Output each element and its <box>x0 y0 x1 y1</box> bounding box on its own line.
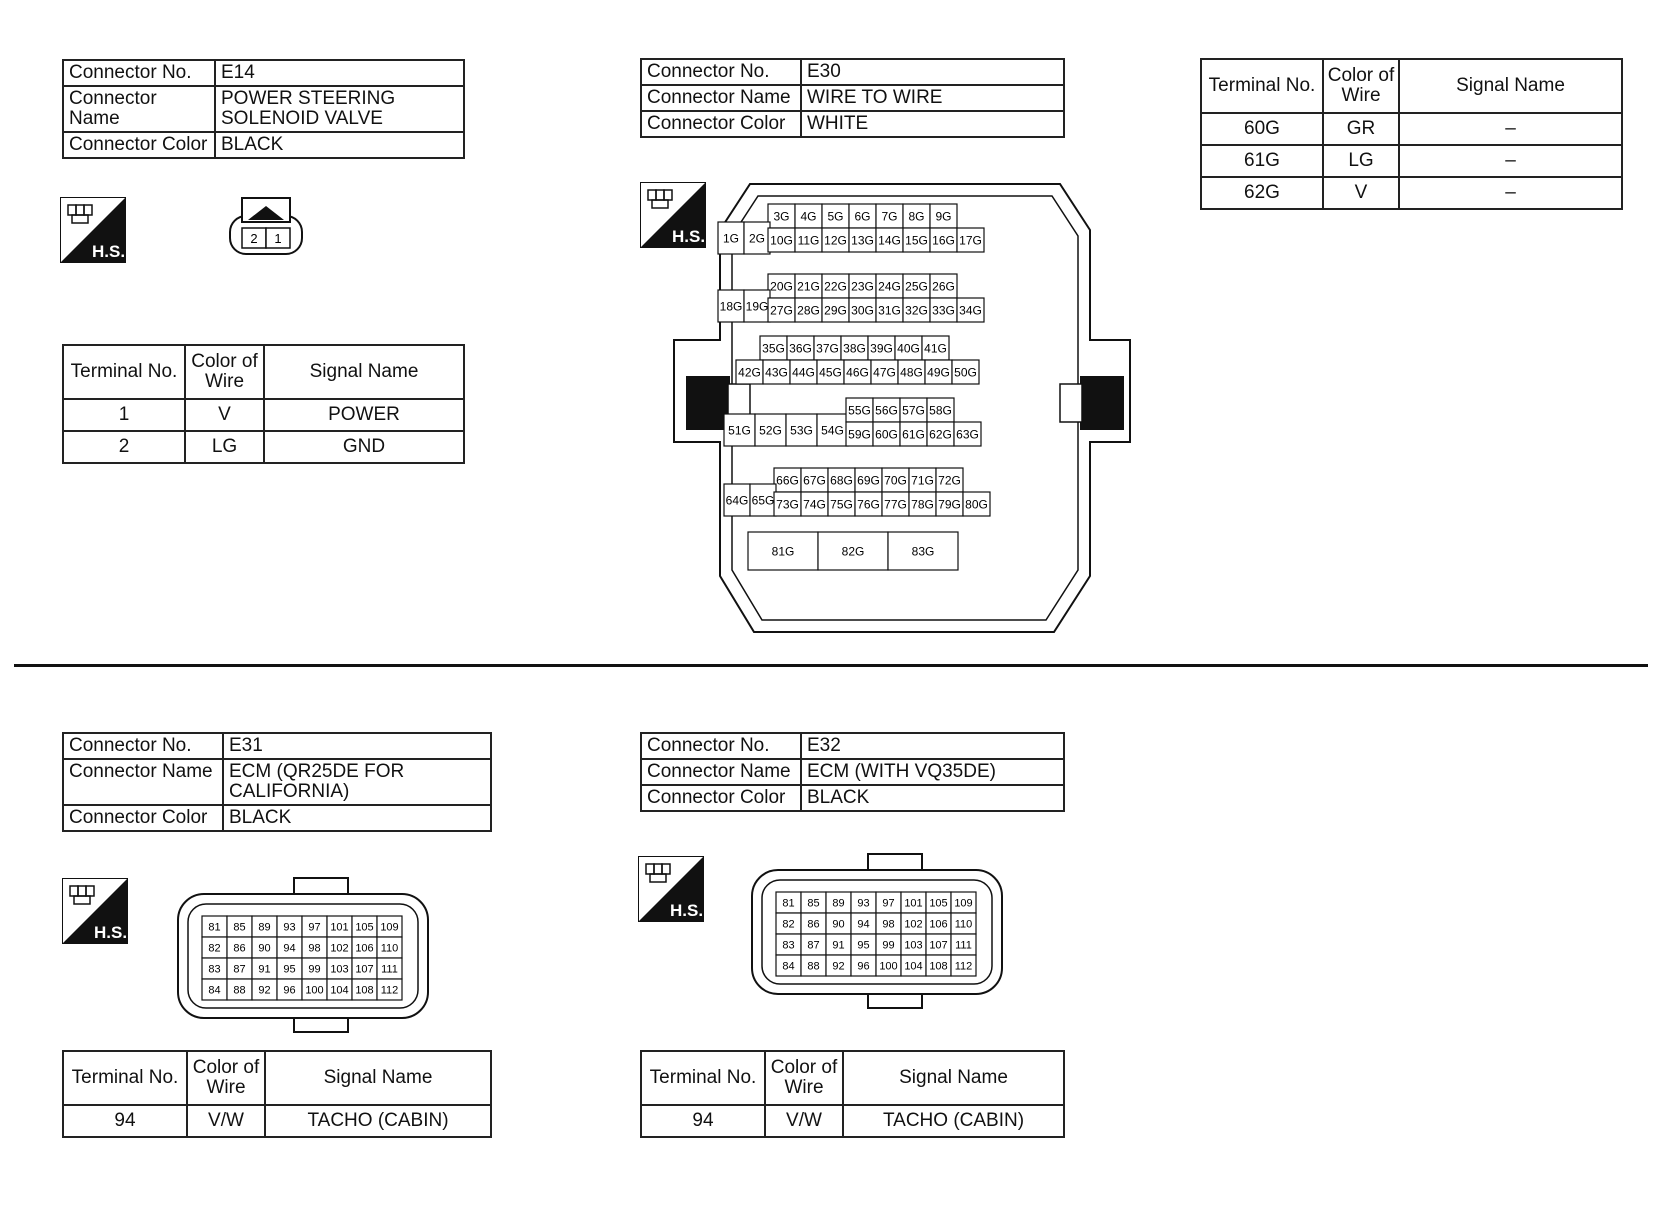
connector-color-value: BLACK <box>215 132 464 158</box>
pin-label: 97 <box>308 921 321 934</box>
pin-label: 99 <box>308 963 321 976</box>
table-row <box>1201 113 1622 145</box>
table-row <box>63 399 464 431</box>
table-row <box>1201 145 1622 177</box>
pin-label: 52G <box>759 423 782 438</box>
pin-label: 58G <box>929 403 952 418</box>
wire-color-cell: V <box>1323 177 1399 209</box>
pin-label: 109 <box>954 897 973 910</box>
hs-harness-side-icon <box>638 856 704 922</box>
pin-label: 105 <box>929 897 948 910</box>
e14-pin-1: 1 <box>274 231 282 246</box>
pin-label: 72G <box>938 473 961 488</box>
pin-label: 37G <box>816 341 839 356</box>
color-of-wire-line1: Color of <box>192 1057 260 1078</box>
pin-label: 21G <box>797 279 820 294</box>
pin-label: 53G <box>790 423 813 438</box>
terminal-no-cell: 94 <box>63 1105 187 1137</box>
pin-label: 81G <box>771 544 795 559</box>
pin-label: 94 <box>857 918 870 931</box>
pin-label: 104 <box>904 960 923 973</box>
connector-color-value: BLACK <box>223 805 491 831</box>
pin-label: 111 <box>381 963 398 976</box>
connector-name-line2: CALIFORNIA) <box>229 781 350 802</box>
pin-label: 111 <box>955 939 972 952</box>
pin-label: 97 <box>882 897 895 910</box>
pin-label: 24G <box>878 279 901 294</box>
pin-label: 87 <box>807 939 820 952</box>
pin-label: 80G <box>965 497 988 512</box>
connector-color-value: BLACK <box>801 785 1064 811</box>
pin-label: 106 <box>929 918 948 931</box>
e31-terminal-table <box>62 1050 492 1138</box>
e32-connector-face <box>750 852 1006 1012</box>
color-of-wire-line2: Wire <box>1341 85 1381 106</box>
signal-name-cell: – <box>1399 177 1622 209</box>
pin-label: 68G <box>830 473 853 488</box>
table-row <box>63 431 464 463</box>
e14-terminal-table <box>62 344 465 464</box>
table-row <box>1201 177 1622 209</box>
color-of-wire-line2: Wire <box>204 371 245 392</box>
pin-label: 95 <box>857 939 870 952</box>
pin-label: 1G <box>722 231 740 246</box>
wire-color-cell: LG <box>185 431 264 463</box>
pin-label: 83G <box>911 544 935 559</box>
pin-label: 46G <box>846 365 869 380</box>
pin-label: 34G <box>959 303 982 318</box>
hs-label: H.S. <box>92 242 126 261</box>
connector-color-label: Connector Color <box>641 785 801 811</box>
hs-harness-side-icon <box>60 197 126 263</box>
pin-label: 65G <box>751 493 775 508</box>
pin-label: 78G <box>911 497 934 512</box>
pin-label: 75G <box>830 497 853 512</box>
pin-label: 82 <box>208 942 221 955</box>
pin-label: 38G <box>843 341 866 356</box>
pin-label: 100 <box>879 960 898 973</box>
pin-label: 87 <box>233 963 246 976</box>
pin-label: 106 <box>355 942 374 955</box>
terminal-no-header: Terminal No. <box>63 1051 187 1105</box>
pin-label: 96 <box>857 960 870 973</box>
terminal-no-cell: 1 <box>63 399 185 431</box>
pin-label: 92 <box>258 984 271 997</box>
pin-label: 112 <box>380 984 399 997</box>
pin-label: 27G <box>770 303 793 318</box>
pin-label: 14G <box>878 233 901 248</box>
pin-label: 32G <box>905 303 928 318</box>
pin-label: 43G <box>765 365 788 380</box>
wire-color-cell: V/W <box>765 1105 843 1137</box>
terminal-no-header: Terminal No. <box>641 1051 765 1105</box>
pin-label: 99 <box>882 939 895 952</box>
signal-name-header: Signal Name <box>843 1051 1064 1105</box>
pin-label: 73G <box>776 497 799 512</box>
connector-name-value <box>215 86 464 132</box>
pin-label: 109 <box>380 921 399 934</box>
connector-no-label: Connector No. <box>63 733 223 759</box>
pin-label: 108 <box>355 984 374 997</box>
pin-label: 96 <box>283 984 296 997</box>
pin-label: 57G <box>902 403 925 418</box>
connector-name-label: Connector Name <box>641 759 801 785</box>
pin-label: 8G <box>908 209 925 224</box>
pin-label: 98 <box>308 942 321 955</box>
connector-name-label: Connector Name <box>63 759 223 805</box>
pin-label: 98 <box>882 918 895 931</box>
pin-label: 56G <box>875 403 898 418</box>
pin-label: 28G <box>797 303 820 318</box>
pin-label: 40G <box>897 341 920 356</box>
color-of-wire-header <box>187 1051 265 1105</box>
pin-label: 85 <box>233 921 246 934</box>
pin-label: 110 <box>954 918 973 931</box>
connector-name-value: WIRE TO WIRE <box>801 85 1064 111</box>
pin-label: 51G <box>728 423 751 438</box>
pin-label: 79G <box>938 497 961 512</box>
e32-pin-grid <box>776 892 976 976</box>
color-of-wire-line1: Color of <box>1327 65 1395 86</box>
signal-name-header: Signal Name <box>264 345 464 399</box>
pin-label: 93 <box>857 897 870 910</box>
pin-label: 62G <box>929 427 952 442</box>
signal-name-cell: TACHO (CABIN) <box>265 1105 491 1137</box>
pin-label: 3G <box>773 209 790 224</box>
pin-label: 107 <box>355 963 374 976</box>
pin-label: 88 <box>233 984 246 997</box>
connector-color-label: Connector Color <box>641 111 801 137</box>
pin-label: 6G <box>854 209 871 224</box>
e14-pin-2: 2 <box>250 231 258 246</box>
e30-connector-face <box>670 180 1140 640</box>
connector-color-value: WHITE <box>801 111 1064 137</box>
pin-label: 81 <box>782 897 795 910</box>
pin-label: 18G <box>719 299 743 314</box>
pin-label: 41G <box>924 341 947 356</box>
pin-label: 36G <box>789 341 812 356</box>
hs-label: H.S. <box>672 227 706 246</box>
pin-label: 55G <box>848 403 871 418</box>
pin-label: 83 <box>208 963 221 976</box>
terminal-no-cell: 62G <box>1201 177 1323 209</box>
pin-label: 67G <box>803 473 826 488</box>
pin-label: 103 <box>330 963 349 976</box>
color-of-wire-line1: Color of <box>770 1057 838 1078</box>
color-of-wire-line2: Wire <box>206 1077 246 1098</box>
color-of-wire-line1: Color of <box>191 351 258 372</box>
e31-info-table <box>62 732 492 832</box>
pin-label: 82 <box>782 918 795 931</box>
pin-label: 39G <box>870 341 893 356</box>
pin-label: 17G <box>959 233 982 248</box>
pin-label: 64G <box>725 493 749 508</box>
pin-label: 7G <box>881 209 898 224</box>
connector-no-value: E32 <box>801 733 1064 759</box>
pin-label: 66G <box>776 473 799 488</box>
e14-info-table <box>62 59 465 159</box>
pin-label: 102 <box>904 918 923 931</box>
pin-label: 16G <box>932 233 955 248</box>
pin-label: 77G <box>884 497 907 512</box>
connector-no-value: E30 <box>801 59 1064 85</box>
wire-color-cell: LG <box>1323 145 1399 177</box>
pin-label: 91 <box>832 939 845 952</box>
signal-name-cell: – <box>1399 113 1622 145</box>
terminal-no-header: Terminal No. <box>63 345 185 399</box>
pin-label: 90 <box>258 942 271 955</box>
hs-label: H.S. <box>670 901 704 920</box>
color-of-wire-header <box>765 1051 843 1105</box>
table-row <box>641 1105 1064 1137</box>
signal-name-cell: TACHO (CABIN) <box>843 1105 1064 1137</box>
pin-label: 59G <box>848 427 871 442</box>
connector-name-label: Connector Name <box>641 85 801 111</box>
pin-label: 94 <box>283 942 296 955</box>
color-of-wire-line2: Wire <box>784 1077 824 1098</box>
table-row <box>63 1105 491 1137</box>
pin-label: 20G <box>770 279 793 294</box>
pin-label: 63G <box>956 427 979 442</box>
pin-label: 70G <box>884 473 907 488</box>
terminal-no-header: Terminal No. <box>1201 59 1323 113</box>
pin-label: 9G <box>935 209 952 224</box>
signal-name-cell: GND <box>264 431 464 463</box>
pin-label: 102 <box>330 942 349 955</box>
pin-label: 33G <box>932 303 955 318</box>
pin-label: 83 <box>782 939 795 952</box>
pin-label: 19G <box>745 299 769 314</box>
pin-label: 13G <box>851 233 874 248</box>
pin-label: 45G <box>819 365 842 380</box>
pin-label: 22G <box>824 279 847 294</box>
pin-label: 86 <box>233 942 246 955</box>
connector-name-label: Connector Name <box>63 86 215 132</box>
pin-label: 47G <box>873 365 896 380</box>
pin-label: 44G <box>792 365 815 380</box>
e14-connector-face <box>228 196 304 260</box>
pin-label: 105 <box>355 921 374 934</box>
pin-label: 61G <box>902 427 925 442</box>
pin-label: 86 <box>807 918 820 931</box>
e31-pin-grid <box>202 916 402 1000</box>
pin-label: 107 <box>929 939 948 952</box>
connector-name-line1: ECM (QR25DE FOR <box>229 761 405 782</box>
color-of-wire-header <box>185 345 264 399</box>
pin-label: 69G <box>857 473 880 488</box>
pin-label: 76G <box>857 497 880 512</box>
pin-label: 60G <box>875 427 898 442</box>
pin-label: 85 <box>807 897 820 910</box>
pin-label: 29G <box>824 303 847 318</box>
pin-label: 49G <box>927 365 950 380</box>
pin-label: 81 <box>208 921 221 934</box>
connector-name-value <box>223 759 491 805</box>
pin-label: 84 <box>782 960 795 973</box>
pin-label: 93 <box>283 921 296 934</box>
connector-name-value: ECM (WITH VQ35DE) <box>801 759 1064 785</box>
pin-label: 12G <box>824 233 847 248</box>
pin-label: 101 <box>330 921 349 934</box>
pin-label: 110 <box>380 942 399 955</box>
pin-label: 74G <box>803 497 826 512</box>
signal-name-cell: POWER <box>264 399 464 431</box>
pin-label: 5G <box>827 209 844 224</box>
pin-label: 100 <box>305 984 324 997</box>
connector-name-line2: SOLENOID VALVE <box>221 108 383 129</box>
connector-color-label: Connector Color <box>63 805 223 831</box>
wire-color-cell: GR <box>1323 113 1399 145</box>
connector-no-label: Connector No. <box>63 60 215 86</box>
pin-label: 54G <box>821 423 844 438</box>
hs-harness-side-icon <box>62 878 128 944</box>
pin-label: 4G <box>800 209 817 224</box>
terminal-no-cell: 61G <box>1201 145 1323 177</box>
signal-name-cell: – <box>1399 145 1622 177</box>
pin-label: 90 <box>832 918 845 931</box>
pin-label: 35G <box>762 341 785 356</box>
wire-color-cell: V <box>185 399 264 431</box>
pin-label: 84 <box>208 984 221 997</box>
pin-label: 91 <box>258 963 271 976</box>
pin-label: 42G <box>738 365 761 380</box>
connector-no-value: E31 <box>223 733 491 759</box>
wire-color-cell: V/W <box>187 1105 265 1137</box>
pin-label: 26G <box>932 279 955 294</box>
terminal-no-cell: 94 <box>641 1105 765 1137</box>
pin-label: 15G <box>905 233 928 248</box>
pin-label: 2G <box>748 231 766 246</box>
e32-info-table <box>640 732 1065 812</box>
pin-label: 108 <box>929 960 948 973</box>
pin-label: 48G <box>900 365 923 380</box>
pin-label: 101 <box>904 897 923 910</box>
pin-label: 82G <box>841 544 865 559</box>
e30-terminal-table <box>1200 58 1623 210</box>
pin-label: 95 <box>283 963 296 976</box>
pin-label: 89 <box>258 921 271 934</box>
pin-label: 88 <box>807 960 820 973</box>
pin-label: 11G <box>797 233 820 248</box>
e30-info-table <box>640 58 1065 138</box>
e32-terminal-table <box>640 1050 1065 1138</box>
pin-label: 10G <box>770 233 793 248</box>
terminal-no-cell: 2 <box>63 431 185 463</box>
e31-connector-face <box>176 876 432 1036</box>
pin-label: 23G <box>851 279 874 294</box>
connector-no-label: Connector No. <box>641 733 801 759</box>
pin-label: 71G <box>911 473 934 488</box>
section-divider <box>14 664 1648 667</box>
pin-label: 103 <box>904 939 923 952</box>
pin-label: 104 <box>330 984 349 997</box>
color-of-wire-header <box>1323 59 1399 113</box>
connector-no-value: E14 <box>215 60 464 86</box>
pin-label: 112 <box>954 960 973 973</box>
pin-label: 89 <box>832 897 845 910</box>
terminal-no-cell: 60G <box>1201 113 1323 145</box>
connector-no-label: Connector No. <box>641 59 801 85</box>
pin-label: 92 <box>832 960 845 973</box>
pin-label: 31G <box>878 303 901 318</box>
signal-name-header: Signal Name <box>1399 59 1622 113</box>
hs-label: H.S. <box>94 923 128 942</box>
signal-name-header: Signal Name <box>265 1051 491 1105</box>
pin-label: 50G <box>954 365 977 380</box>
connector-color-label: Connector Color <box>63 132 215 158</box>
connector-name-line1: POWER STEERING <box>221 88 396 109</box>
pin-label: 30G <box>851 303 874 318</box>
pin-label: 25G <box>905 279 928 294</box>
